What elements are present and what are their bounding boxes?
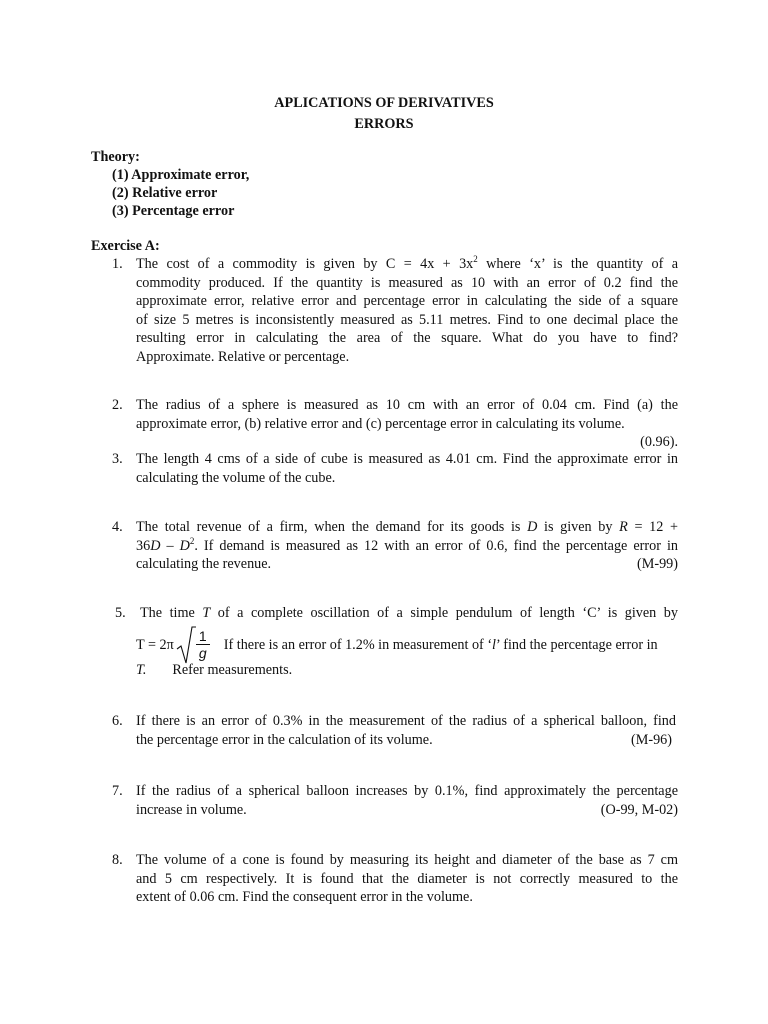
question-text-line: resulting error in calculating the area of the square. What do you have to find? (136, 330, 678, 346)
question-number: 6. (112, 713, 123, 729)
question-text-line: Approximate. Relative or percentage. (136, 348, 350, 365)
question-text-line: and 5 cm respectively. It is found that the diameter is not correctly measured to the (136, 870, 678, 887)
question-number: 3. (112, 451, 123, 467)
question-text-line: The total revenue of a firm, when the demand for its goods is D is given by R = 12 + (136, 519, 678, 535)
question-number: 7. (112, 783, 123, 799)
exam-reference: (M-96) (631, 731, 672, 748)
formula-line (136, 624, 678, 666)
theory-item-2: (2) Relative error (112, 185, 218, 201)
formula-prefix: T = 2π (136, 636, 174, 653)
question-text-line: The radius of a sphere is measured as 10 cm with an error of 0.04 cm. Find (a) the (136, 397, 678, 413)
exam-reference: (O-99, M-02) (600, 801, 678, 818)
square-root-icon (176, 625, 196, 665)
question-text-line: commodity produced. If the quantity is measured as 10 with an error of 0.2 find the (136, 274, 678, 291)
question-text-line: The time T of a complete oscillation of a simple pendulum of length ‘C’ is given by (140, 605, 678, 621)
question-text-line: approximate error, relative error and percentage error in calculating the side of a square (136, 293, 678, 309)
question-text-line: If there is an error of 0.3% in the measurement of the radius of a spherical balloon, find (136, 713, 676, 729)
question-text-line: The length 4 cms of a side of cube is measured as 4.01 cm. Find the approximate error in (136, 451, 678, 467)
exercise-label: Exercise A: (91, 238, 160, 254)
question-number: 1. (112, 256, 123, 272)
theory-label: Theory: (91, 149, 140, 165)
theory-item-3: (3) Percentage error (112, 203, 235, 219)
question-text-line: of size 5 metres is inconsistently measured as 5.11 metres. Find to one decimal place the (136, 311, 678, 328)
fraction-denominator: g (198, 644, 207, 661)
question-text-line: If there is an error of 1.2% in measurement of ‘l’ find the percentage error in (223, 636, 658, 653)
question-number: 4. (112, 519, 123, 535)
question-text-line: calculating the volume of the cube. (136, 469, 336, 486)
question-text-line: the percentage error in the calculation of its volume. (M-96) (136, 731, 672, 748)
question-text-line: approximate error, (b) relative error and (c) percentage error in calculating its volume. (136, 415, 625, 432)
question-text-line: calculating the revenue. (M-99) (136, 556, 678, 572)
question-text-line: $36D - D^2$. If demand is measured as 12 with an error of 0.6, find the percentage error in (136, 535, 679, 554)
question-text-line: The volume of a cone is found by measuring its height and diameter of the base as 7 cm (136, 852, 678, 868)
question-text-line: extent of 0.06 cm. Find the consequent error in the volume. (136, 889, 473, 905)
question-text-line: T. Refer measurements. (136, 662, 293, 678)
question-text-line: increase in volume. (O-99, M-02) (136, 801, 678, 818)
question-number: 8. (112, 852, 123, 868)
question-number: 5. (115, 605, 126, 621)
fraction (196, 628, 210, 661)
question-text-line: If the radius of a spherical balloon increases by 0.1%, find approximately the percentage (136, 783, 678, 799)
document-title: APLICATIONS OF DERIVATIVES (274, 95, 494, 111)
document-subtitle: ERRORS (354, 116, 414, 132)
fraction-numerator: 1 (196, 628, 210, 645)
theory-item-1: (1) Approximate error, (112, 167, 250, 183)
question-text-line: The cost of a commodity is given by $C = 4x + 3x^2$ where ‘x’ is the quantity of a (136, 254, 678, 272)
answer-label: (0.96). (640, 434, 678, 450)
exam-reference: (M-99) (637, 556, 678, 572)
question-number: 2. (112, 397, 123, 413)
